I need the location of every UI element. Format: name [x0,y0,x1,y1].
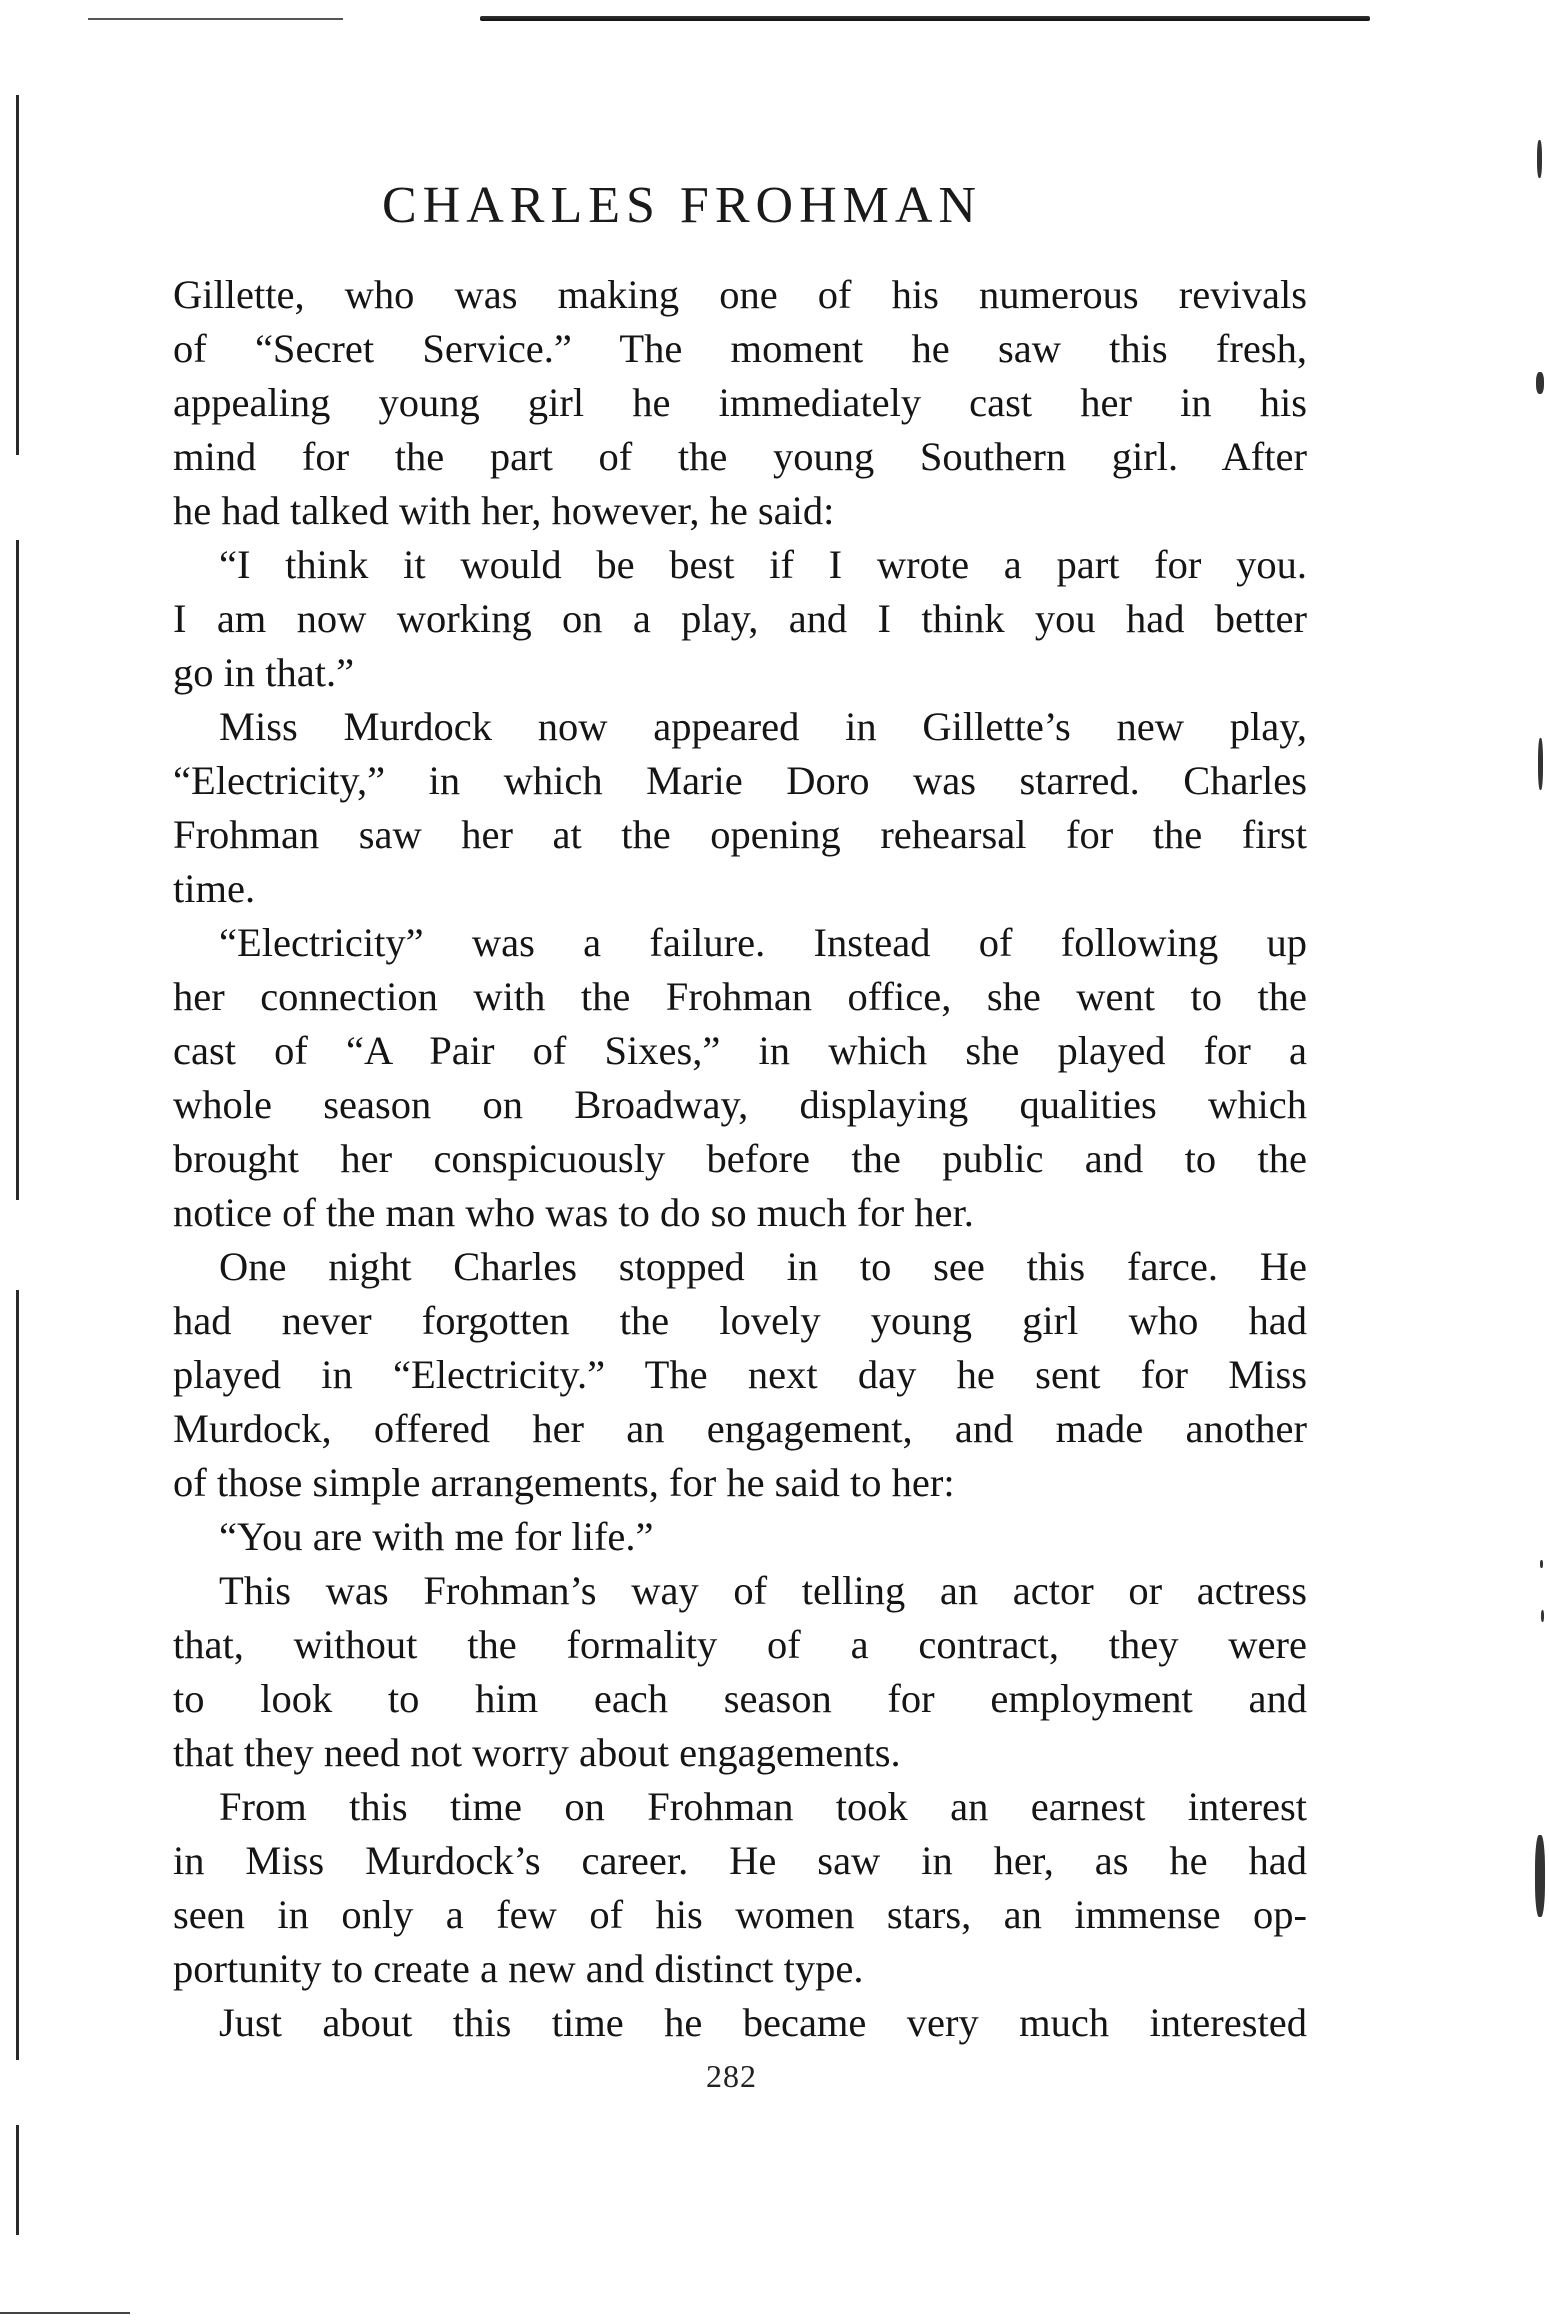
text-line: to look to him each season for employment and [173,1676,1307,1721]
scan-rule-top [480,16,1370,21]
text-line: mind for the part of the young Southern girl. After [173,434,1307,479]
text-line: brought her conspicuously before the public and to the [173,1136,1307,1181]
text-line: Frohman saw her at the opening rehearsal for the first [173,812,1307,857]
text-line: From this time on Frohman took an earnest interest [219,1784,1307,1829]
text-line: played in “Electricity.” The next day he sent for Miss [173,1352,1307,1397]
text-line: of “Secret Service.” The moment he saw this fresh, [173,326,1307,371]
body-text [173,268,1307,2050]
text-line: that, without the formality of a contract, they were [173,1622,1307,1667]
page-number: 282 [706,2058,757,2094]
scan-rule-top-left [88,18,343,20]
text-line: whole season on Broadway, displaying qualities which [173,1082,1307,1127]
text-line: of those simple arrangements, for he said to her: [173,1460,955,1505]
scan-edge-mark [16,540,19,1200]
text-line: cast of “A Pair of Sixes,” in which she played for a [173,1028,1307,1073]
text-line: “Electricity,” in which Marie Doro was starred. Charles [173,758,1307,803]
text-line: time. [173,866,256,911]
text-line: her connection with the Frohman office, she went to the [173,974,1307,1019]
text-line: This was Frohman’s way of telling an actor or actress [219,1568,1307,1613]
text-line: Murdock, offered her an engagement, and made another [173,1406,1307,1451]
text-line: Miss Murdock now appeared in Gillette’s new play, [219,704,1307,749]
text-line: in Miss Murdock’s career. He saw in her, as he had [173,1838,1307,1883]
text-line: One night Charles stopped in to see this farce. He [219,1244,1307,1289]
scan-speck [1541,1610,1544,1622]
scan-edge-mark [16,1290,19,2060]
text-line: portunity to create a new and distinct type. [173,1946,864,1991]
scan-speck [1537,140,1542,178]
text-line: “Electricity” was a failure. Instead of following up [219,920,1307,965]
text-line: I am now working on a play, and I think you had better [173,596,1307,641]
scan-speck [1535,1835,1545,1917]
text-line: he had talked with her, however, he said: [173,488,835,533]
text-line: “I think it would be best if I wrote a part for you. [219,542,1307,587]
scan-rule-bottom [0,2312,130,2314]
scan-speck [1538,738,1543,790]
text-line: had never forgotten the lovely young girl who had [173,1298,1307,1343]
text-line: Gillette, who was making one of his numerous revivals [173,272,1307,317]
running-head: CHARLES FROHMAN [382,177,982,234]
text-line: go in that.” [173,650,355,695]
text-line: that they need not worry about engagements. [173,1730,901,1775]
scan-edge-mark [16,2125,19,2235]
text-line: appealing young girl he immediately cast her in his [173,380,1307,425]
text-line: seen in only a few of his women stars, an immense op- [173,1892,1307,1937]
scan-speck [1536,372,1544,394]
scan-edge-mark [16,95,19,455]
scan-speck [1540,1560,1543,1568]
text-line: notice of the man who was to do so much for her. [173,1190,974,1235]
text-line: “You are with me for life.” [219,1514,654,1559]
text-line: Just about this time he became very much interested [219,2000,1307,2045]
